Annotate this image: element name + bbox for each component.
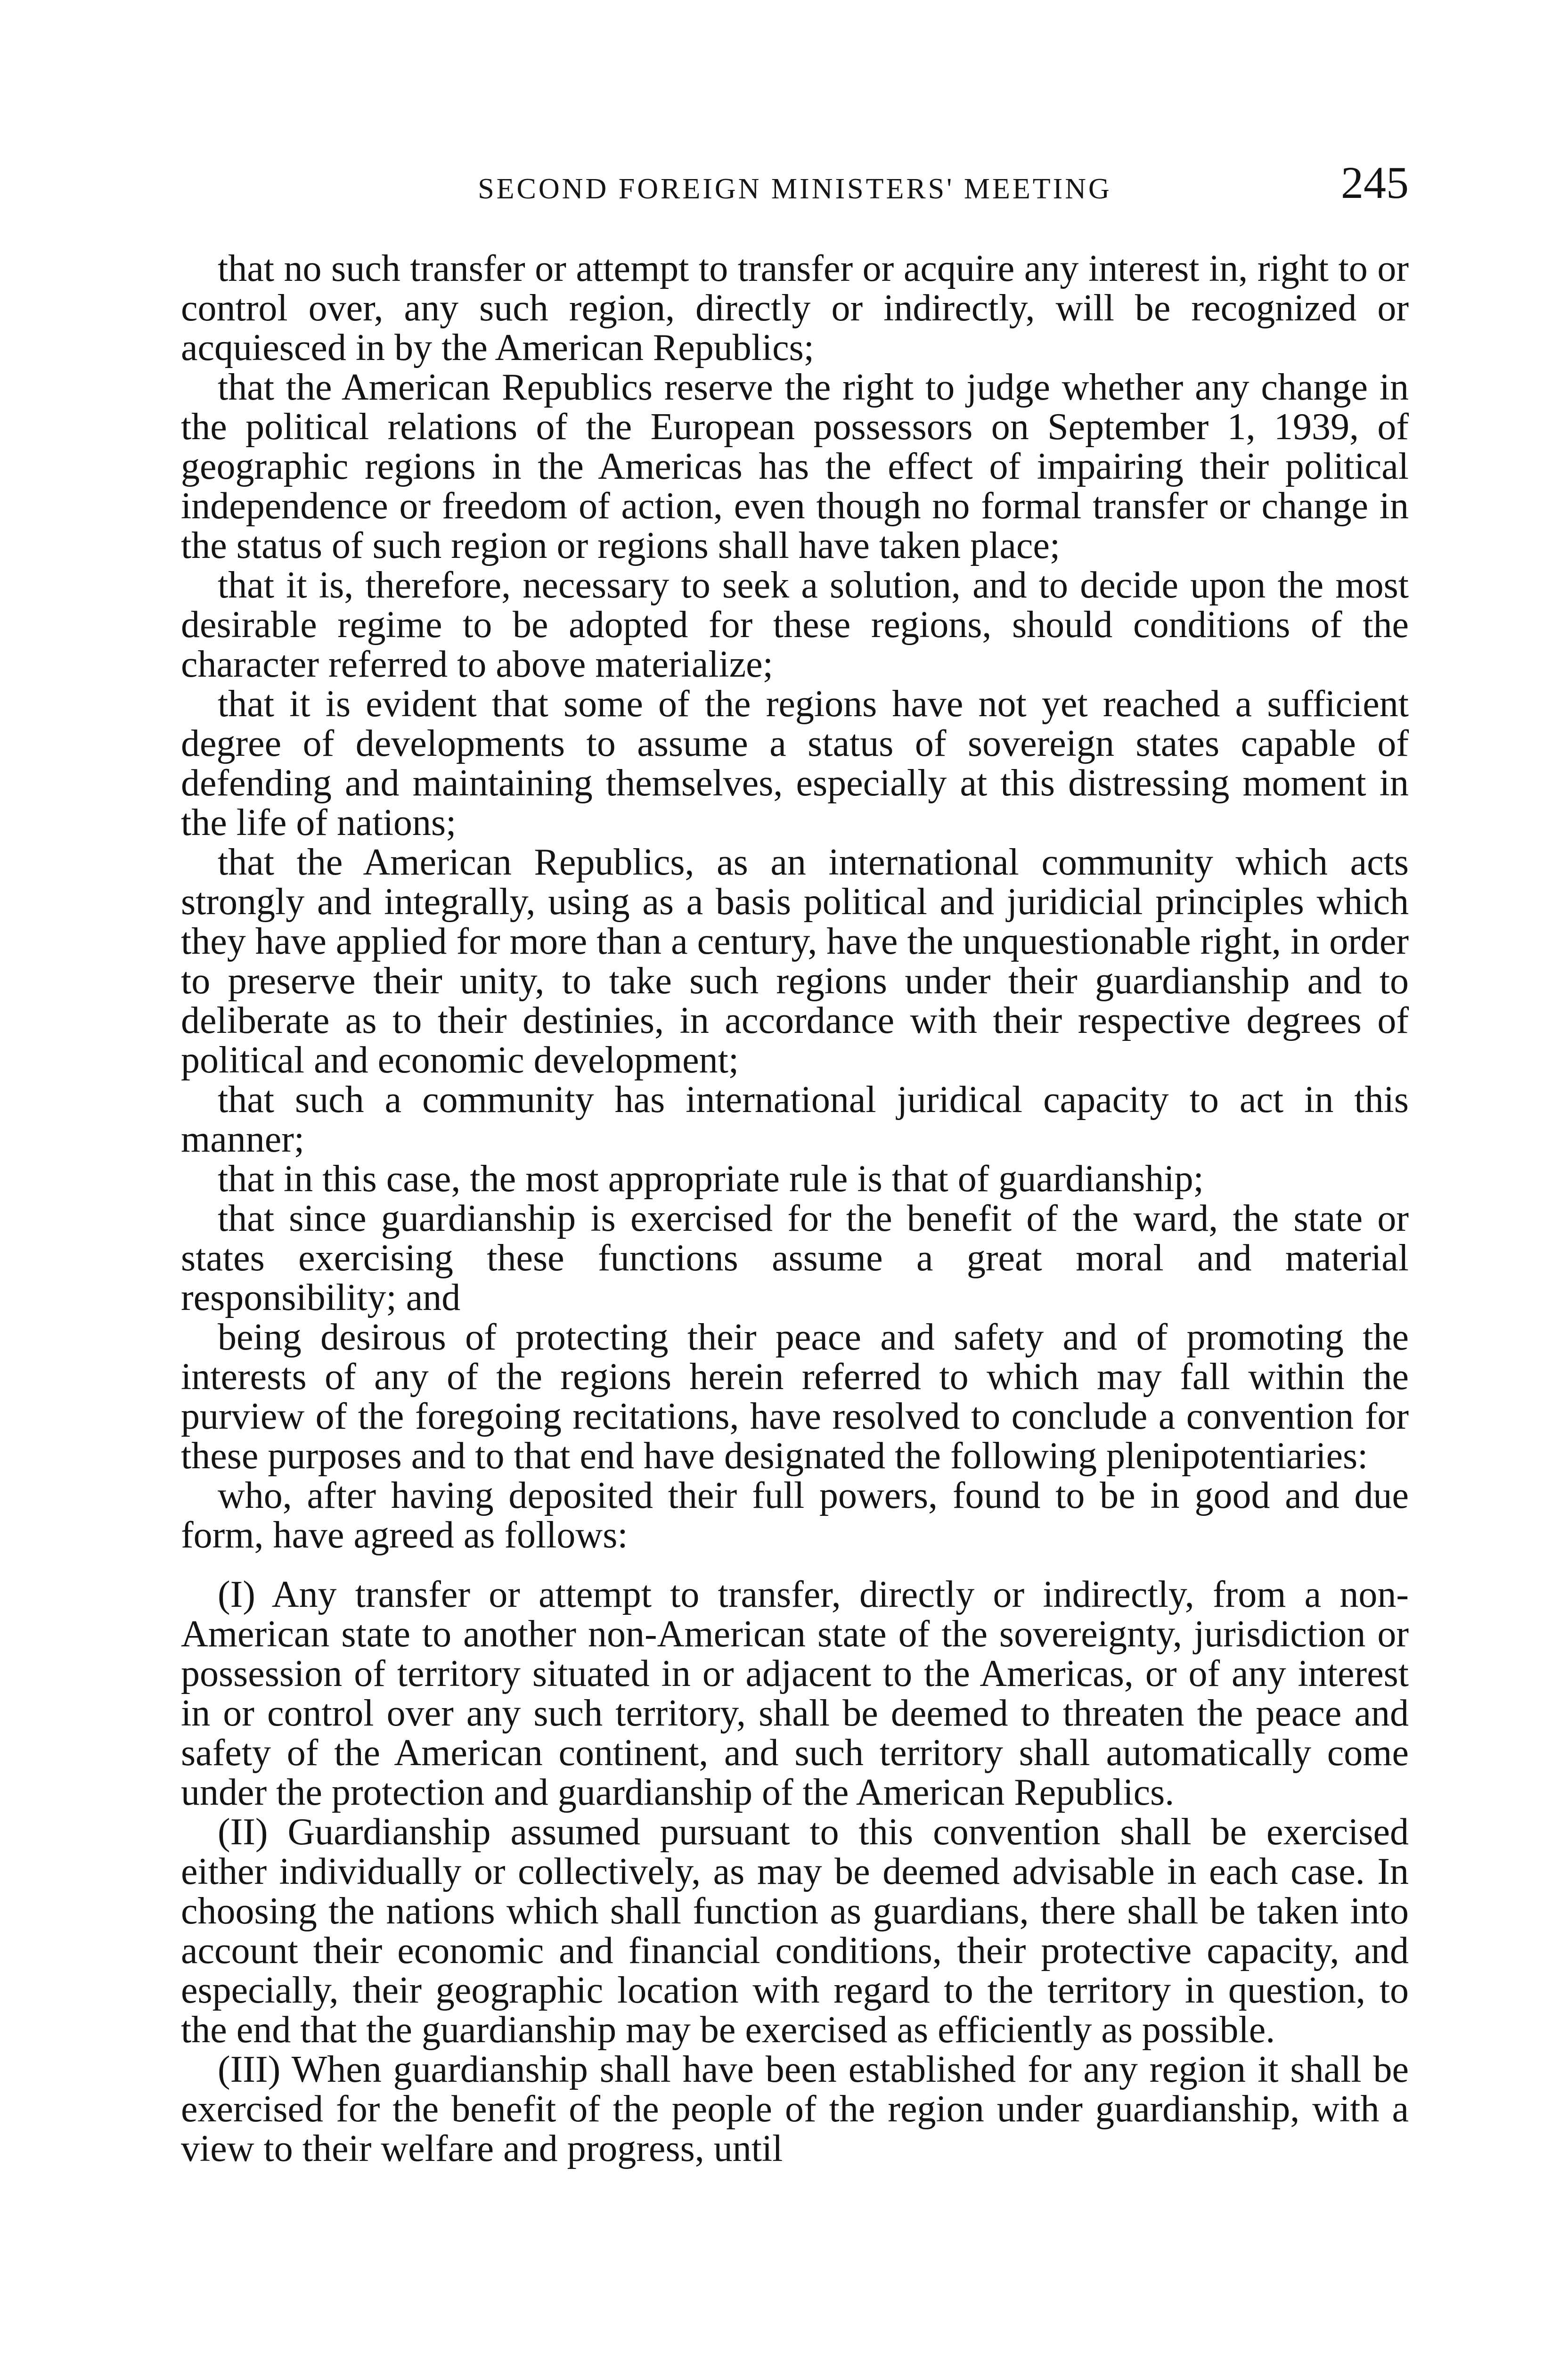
preamble-paragraph: that it is, therefore, necessary to seek a solution, and to decide upon the most desirable regime to be adopted for these regions, should conditions of the character referred to above materialize; (181, 564, 1409, 685)
page-number: 245 (1341, 157, 1409, 208)
preamble-paragraph: that since guardianship is exercised for the benefit of the ward, the state or states exercising these functions assume a great moral and material responsibility; and (181, 1198, 1409, 1318)
article-paragraph: (II) Guardianship assumed pursuant to this convention shall be exercised either individually or collectively, as may be deemed advisable in each case. In choosing the nations which shall function as guardians, there shall be taken into account their economic and financial conditions, their protective capacity, and especially, their geographic location with regard to the territory in question, to the end that the guardianship may be exercised as efficiently as possible. (181, 1811, 1409, 2051)
running-title: SECOND FOREIGN MINISTERS' MEETING (478, 173, 1112, 205)
preamble-paragraph: that it is evident that some of the regions have not yet reached a sufficient degree of developments to assume a status of sovereign states capable of defending and maintaining themselves, especially at this distressing moment in the life of nations; (181, 683, 1409, 843)
preamble-paragraph: that the American Republics, as an international community which acts strongly and integrally, using as a basis political and juridicial principles which they have applied for more than a century, have the unquestionable right, in order to preserve their unity, to take such regions under their guardianship and to deliberate as to their destinies, in accordance with their respective degrees of political and economic development; (181, 842, 1409, 1081)
preamble-paragraph: that the American Republics reserve the right to judge whether any change in the political relations of the European possessors on September 1, 1939, of geographic regions in the Americas has the effect of impairing their political independence or freedom of action, even though no formal transfer or change in the status of such region or regions shall have taken place; (181, 367, 1409, 566)
preamble-paragraph: that in this case, the most appropriate rule is that of guardianship; (218, 1158, 1204, 1200)
preamble-paragraph: that no such transfer or attempt to transfer or acquire any interest in, right to or control over, any such region, directly or indirectly, will be recognized or acquiesced in by the American Republics; (181, 248, 1409, 368)
body-text (181, 249, 1409, 2168)
page-header (181, 157, 1409, 217)
preamble-paragraph: that such a community has international juridical capacity to act in this manner; (181, 1079, 1409, 1160)
preamble-paragraph: who, after having deposited their full powers, found to be in good and due form, have agreed as follows: (181, 1475, 1409, 1556)
preamble-paragraph: being desirous of protecting their peace and safety and of promoting the interests of any of the regions herein referred to which may fall within the purview of the foregoing recitations, have resolved to conclude a convention for these purposes and to that end have designated the following plenipotentiaries: (181, 1317, 1409, 1477)
article-paragraph: (III) When guardianship shall have been established for any region it shall be exercised for the benefit of the people of the region under guardianship, with a view to their welfare and progress, until (181, 2049, 1409, 2169)
article-paragraph: (I) Any transfer or attempt to transfer, directly or indirectly, from a non-American state to another non-American state of the sovereignty, jurisdiction or possession of territory situated in or adjacent to the Americas, or of any interest in or control over any such territory, shall be deemed to threaten the peace and safety of the American continent, and such territory shall automatically come under the protection and guardianship of the American Republics. (181, 1574, 1409, 1813)
